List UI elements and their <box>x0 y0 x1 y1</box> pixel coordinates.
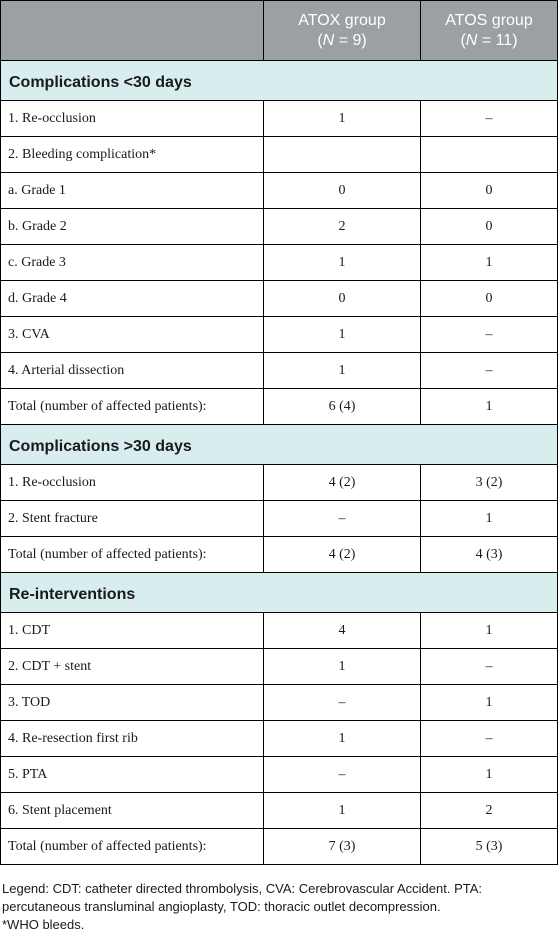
atos-value: 0 <box>421 281 558 317</box>
header-atox-n-var: N <box>322 31 335 49</box>
table-header-row <box>1 1 558 61</box>
atos-value: – <box>421 353 558 389</box>
atox-value: 2 <box>264 209 421 245</box>
atox-value: 1 <box>264 353 421 389</box>
header-atos-title: ATOS group <box>445 11 533 29</box>
atox-value: 0 <box>264 173 421 209</box>
table-row <box>1 137 558 173</box>
section-title: Re-interventions <box>1 573 558 613</box>
atos-value: 1 <box>421 613 558 649</box>
atos-value: 5 (3) <box>421 829 558 865</box>
header-atox-n-rest: = 9) <box>334 31 367 49</box>
table-row <box>1 353 558 389</box>
header-atos-group <box>421 1 558 61</box>
atos-value: 4 (3) <box>421 537 558 573</box>
atox-value: 4 (2) <box>264 465 421 501</box>
table-body <box>1 61 558 865</box>
row-label: 2. Stent fracture <box>1 501 264 537</box>
atos-value: 1 <box>421 685 558 721</box>
section-header-row <box>1 61 558 101</box>
atox-value: 4 <box>264 613 421 649</box>
atox-value: 1 <box>264 721 421 757</box>
table-row <box>1 685 558 721</box>
section-title: Complications <30 days <box>1 61 558 101</box>
table-row <box>1 101 558 137</box>
row-label: 4. Re-resection first rib <box>1 721 264 757</box>
row-label: 5. PTA <box>1 757 264 793</box>
atos-value: 2 <box>421 793 558 829</box>
atos-value: 1 <box>421 245 558 281</box>
atos-value: – <box>421 649 558 685</box>
atox-value: 6 (4) <box>264 389 421 425</box>
table-row <box>1 501 558 537</box>
header-atox-n-prefix: ( <box>317 31 323 49</box>
row-label: 1. Re-occlusion <box>1 101 264 137</box>
atox-value: 1 <box>264 245 421 281</box>
row-label: 2. Bleeding complication* <box>1 137 264 173</box>
row-label: 4. Arterial dissection <box>1 353 264 389</box>
atos-value <box>421 137 558 173</box>
table-row <box>1 793 558 829</box>
section-header-row <box>1 425 558 465</box>
atos-value: 1 <box>421 757 558 793</box>
atos-value: – <box>421 721 558 757</box>
atos-value: 1 <box>421 501 558 537</box>
atos-value: 0 <box>421 209 558 245</box>
row-label: 3. CVA <box>1 317 264 353</box>
row-label: 1. Re-occlusion <box>1 465 264 501</box>
header-atos-n-prefix: ( <box>460 31 466 49</box>
header-atos-n-rest: = 11) <box>477 31 518 49</box>
legend-footnote: *WHO bleeds. <box>2 917 85 932</box>
atox-value: 1 <box>264 649 421 685</box>
row-label: 6. Stent placement <box>1 793 264 829</box>
table-row <box>1 649 558 685</box>
atox-value: 1 <box>264 101 421 137</box>
atox-value: – <box>264 685 421 721</box>
table-row <box>1 613 558 649</box>
table-row <box>1 389 558 425</box>
atox-value: 1 <box>264 317 421 353</box>
section-title: Complications >30 days <box>1 425 558 465</box>
atos-value: – <box>421 101 558 137</box>
table-row <box>1 537 558 573</box>
header-atos-n-var: N <box>465 31 478 49</box>
row-label: b. Grade 2 <box>1 209 264 245</box>
row-label: 3. TOD <box>1 685 264 721</box>
atox-value: 4 (2) <box>264 537 421 573</box>
atox-value: 1 <box>264 793 421 829</box>
atos-value: 0 <box>421 173 558 209</box>
table-row <box>1 173 558 209</box>
atox-value: 0 <box>264 281 421 317</box>
row-label: Total (number of affected patients): <box>1 537 264 573</box>
table-row <box>1 317 558 353</box>
table-row <box>1 721 558 757</box>
header-blank-cell <box>1 1 264 61</box>
table-row <box>1 209 558 245</box>
atos-value: 3 (2) <box>421 465 558 501</box>
row-label: 2. CDT + stent <box>1 649 264 685</box>
row-label: Total (number of affected patients): <box>1 829 264 865</box>
atox-value <box>264 137 421 173</box>
row-label: d. Grade 4 <box>1 281 264 317</box>
atox-value: 7 (3) <box>264 829 421 865</box>
atos-value: – <box>421 317 558 353</box>
header-atox-group <box>264 1 421 61</box>
row-label: a. Grade 1 <box>1 173 264 209</box>
table-row <box>1 465 558 501</box>
header-atox-title: ATOX group <box>298 11 386 29</box>
atox-value: – <box>264 757 421 793</box>
row-label: 1. CDT <box>1 613 264 649</box>
section-header-row <box>1 573 558 613</box>
table-legend <box>0 880 558 934</box>
table-row <box>1 245 558 281</box>
table-row <box>1 829 558 865</box>
table-row <box>1 281 558 317</box>
legend-text: Legend: CDT: catheter directed thrombolysis, CVA: Cerebrovascular Accident. PTA: percutaneous transluminal angioplasty, TOD: thoracic outlet decompression. <box>2 881 483 914</box>
row-label: c. Grade 3 <box>1 245 264 281</box>
atox-value: – <box>264 501 421 537</box>
atos-value: 1 <box>421 389 558 425</box>
row-label: Total (number of affected patients): <box>1 389 264 425</box>
table-row <box>1 757 558 793</box>
